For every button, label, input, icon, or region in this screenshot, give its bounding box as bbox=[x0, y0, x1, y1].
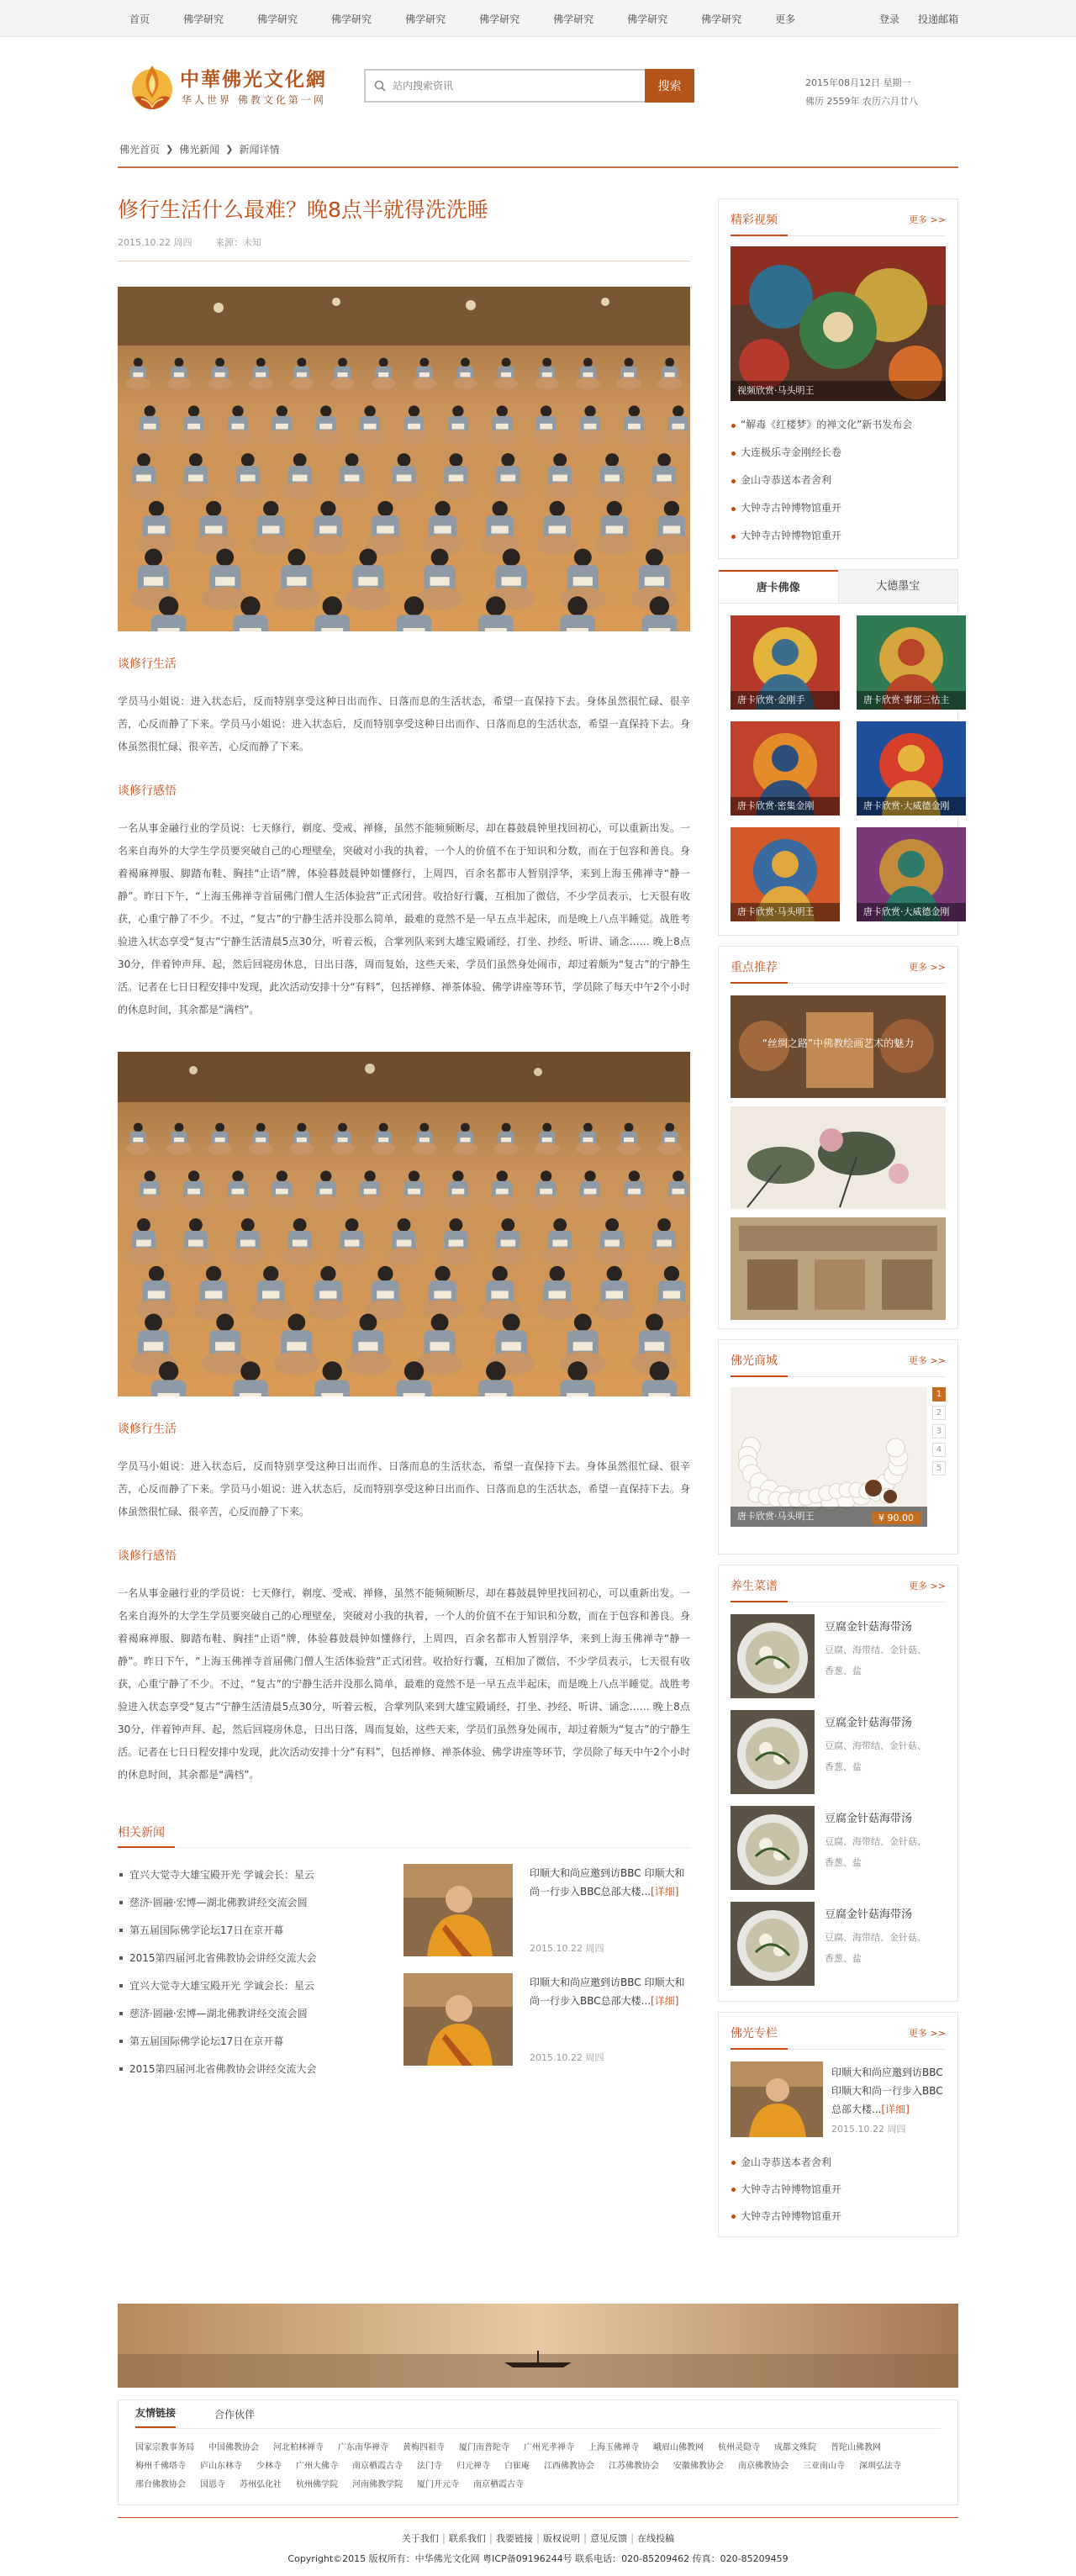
related-news-title: 相关新闻 bbox=[118, 1824, 690, 1848]
footer-link[interactable]: 关于我们 bbox=[401, 2533, 439, 2544]
tab-calligraphy[interactable]: 大德墨宝 bbox=[838, 570, 958, 603]
article-photo bbox=[118, 1052, 690, 1396]
related-news-text: 印顺大和尚应邀到访BBC 印顺大和尚一行步入BBC总部大楼...[详细] bbox=[530, 1867, 685, 1898]
friend-link[interactable]: 南京栖霞古寺 bbox=[352, 2462, 403, 2471]
nav-item[interactable]: 佛学研究 bbox=[553, 13, 594, 25]
friend-link[interactable]: 广东南华禅寺 bbox=[338, 2443, 388, 2452]
separator: | bbox=[583, 2532, 588, 2544]
column-title: 佛光专栏 bbox=[731, 2027, 778, 2040]
thangka-caption: 唐卡欣赏·金刚手 bbox=[731, 691, 840, 710]
related-news-item[interactable]: 宜兴大觉寺大雄宝殿开光 学诚会长：星云 bbox=[118, 1866, 353, 1893]
search-box bbox=[364, 69, 645, 103]
search-button[interactable]: 搜索 bbox=[645, 69, 694, 103]
friend-link[interactable]: 少林寺 bbox=[256, 2462, 282, 2471]
article-paragraph: 学员马小姐说：进入状态后，反而特别享受这种日出而作、日落而息的生活状态，希望一直保持下去。身体虽然很忙碌、很辛苦，心反而静了下来。学员马小姐说：进入状态后，反而特别享受这种日出而作、日落而息的生活状态，希望一直保持下去。身体虽然很忙碌、很辛苦，心反而静了下来。 bbox=[118, 695, 690, 752]
related-news-item[interactable]: 2015第四届河北省佛教协会讲经交流大会 bbox=[118, 2060, 353, 2088]
breadcrumb-home[interactable]: 佛光首页 bbox=[119, 143, 161, 156]
related-news-item[interactable]: 第五届国际佛学论坛17日在京开幕 bbox=[118, 2032, 353, 2060]
separator: | bbox=[488, 2532, 493, 2544]
related-news-text: 印顺大和尚应邀到访BBC 印顺大和尚一行步入BBC总部大楼...[详细] bbox=[530, 1977, 685, 2007]
tab-friend-links[interactable]: 友情链接 bbox=[135, 2405, 176, 2428]
recommend-item[interactable] bbox=[731, 1106, 946, 1209]
related-news-card[interactable] bbox=[404, 1973, 690, 2074]
section-heading: 谈修行生活 bbox=[118, 657, 177, 671]
related-news-item[interactable]: 第五届国际佛学论坛17日在京开幕 bbox=[118, 1921, 353, 1949]
food-title: 养生菜谱 bbox=[731, 1580, 778, 1593]
friend-link[interactable]: 江苏佛教协会 bbox=[609, 2462, 659, 2471]
top-nav-bar bbox=[0, 0, 1076, 37]
video-list-item[interactable]: 大连极乐寺金刚经长卷 bbox=[731, 439, 946, 467]
friend-link[interactable]: 江西佛教协会 bbox=[544, 2462, 594, 2471]
date-lunar: 佛历 2559年 农历六月廿八 bbox=[805, 96, 918, 107]
thangka-caption: 唐卡欣赏·密集金刚 bbox=[731, 797, 840, 816]
logo-slogan: 华人世界 佛教文化第一网 bbox=[182, 94, 326, 106]
friend-link[interactable]: 杭州灵隐寺 bbox=[718, 2443, 760, 2452]
friend-link[interactable]: 峨眉山佛教网 bbox=[653, 2443, 704, 2452]
video-panel bbox=[718, 198, 958, 559]
recipe-name: 豆腐金针菇海带汤 bbox=[825, 1908, 913, 1921]
friend-links bbox=[118, 2399, 958, 2505]
nav-item[interactable]: 佛学研究 bbox=[257, 13, 298, 25]
recipe-ingredients: 豆腐、海带结、金针菇、香葱、盐 bbox=[825, 1932, 926, 1964]
video-list bbox=[719, 401, 957, 558]
recommend-title: 重点推荐 bbox=[731, 961, 778, 974]
details-link[interactable]: [详细] bbox=[651, 1995, 679, 2007]
thangka-caption: 唐卡欣赏·大威德金刚 bbox=[857, 797, 966, 816]
video-list-item[interactable]: 大钟寺古钟博物馆重开 bbox=[731, 522, 946, 550]
shop-pager bbox=[932, 1387, 947, 1480]
article-photo bbox=[118, 287, 690, 631]
content-wrapper bbox=[118, 168, 958, 2304]
article-paragraph: 一名从事金融行业的学员说：七天修行，剃度、受戒、禅修，虽然不能频频断尽，却在暮鼓晨钟里找回初心，可以重新出发。一名来自海外的大学生学员要突破自己的心理壁垒，突破对小我的执着，一个人的价值不在于知识和分数，而在于包容和善良。身着褐麻禅服、脚踏布鞋、胸挂“止语”牌，体验暮鼓晨钟如懂修行，上周四，百余名都市人暂别浮华，来到上海玉佛禅寺“静一静”。昨日下午，“上海玉佛禅寺首届佛门僧人生活体验营”正式闭营。收拾好行囊，互相加了微信，不少学员表示，七天很有收获，心重宁静了不少。不过，“复古”的宁静生活并没那么简单，最难的竟然不是一早五点半起床，而是晚上八点半睡觉。战胜考验进入状态享受“复古”宁静生活清晨5点30分，听着云板，合掌列队来到大雄宝殿诵经，打坐、抄经、听讲、诵念…… 晚上8点30分，伴着钟声拜、起，然后回寝房休息，日出日落，周而复始，这些天来，学员们虽然身处闹市，却过着颇为“复古”的宁静生活。记者在七日日程安排中发现，此次活动安排十分“有料”，包括禅修、禅茶体验、佛学讲座等环节，学员除了每天中午2个小时的休息时间，其余都是“满档”。 bbox=[118, 1587, 690, 1781]
separator: | bbox=[441, 2532, 446, 2544]
friend-link[interactable]: 黄梅四祖寺 bbox=[403, 2443, 445, 2452]
column-list bbox=[731, 2149, 946, 2230]
recipe-photo bbox=[731, 1806, 815, 1890]
column-panel bbox=[718, 2012, 958, 2237]
column-text: 印顺大和尚应邀到访BBC 印顺大和尚一行步入BBC总部大楼...[详细] bbox=[831, 2067, 943, 2115]
thangka-item[interactable] bbox=[731, 721, 840, 816]
monk-photo bbox=[404, 1864, 513, 1956]
friend-link[interactable]: 广州光孝禅寺 bbox=[524, 2443, 574, 2452]
shop-more-link[interactable]: 更多 >> bbox=[909, 1355, 946, 1366]
friend-link[interactable]: 中国佛教协会 bbox=[208, 2443, 259, 2452]
friend-link[interactable]: 深圳弘法寺 bbox=[859, 2462, 901, 2471]
related-news-item[interactable]: 慈济·圆融·宏博—湖北佛教讲经交流会圆 bbox=[118, 1893, 353, 1921]
breadcrumb-current: 新闻详情 bbox=[239, 143, 280, 156]
tab-partners[interactable]: 合作伙伴 bbox=[214, 2409, 256, 2420]
nav-home[interactable]: 首页 bbox=[129, 13, 150, 25]
video-panel-title: 精彩视频 bbox=[731, 214, 778, 227]
friend-link[interactable]: 安徽佛教协会 bbox=[673, 2462, 724, 2471]
shop-page-2[interactable]: 2 bbox=[932, 1406, 946, 1420]
recipe-item[interactable] bbox=[731, 1710, 946, 1796]
column-date: 2015.10.22 周四 bbox=[831, 2124, 906, 2135]
bottom-banner[interactable] bbox=[118, 2304, 958, 2388]
footer-links bbox=[118, 2531, 958, 2545]
breadcrumb bbox=[118, 131, 958, 168]
search-bar bbox=[364, 69, 694, 103]
recipe-name: 豆腐金针菇海带汤 bbox=[825, 1621, 913, 1634]
tab-thangka[interactable]: 唐卡佛像 bbox=[719, 570, 838, 603]
date-info bbox=[805, 74, 918, 111]
friend-link[interactable]: 南京佛教协会 bbox=[738, 2462, 789, 2471]
video-list-item[interactable]: “解毒《红楼梦》的禅文化”新书发布会 bbox=[731, 411, 946, 439]
friend-link[interactable]: 国恩寺 bbox=[200, 2480, 225, 2489]
column-list-item[interactable]: 金山寺恭送本者舍利 bbox=[731, 2149, 946, 2176]
details-link[interactable]: [详细] bbox=[881, 2104, 910, 2115]
friend-link[interactable]: 河北柏林禅寺 bbox=[273, 2443, 324, 2452]
separator: | bbox=[535, 2532, 541, 2544]
shop-page-5[interactable]: 5 bbox=[932, 1461, 946, 1475]
recipe-item[interactable] bbox=[731, 1902, 946, 1987]
section-heading: 谈修行生活 bbox=[118, 1423, 177, 1436]
article-date: 2015.10.22 周四 bbox=[118, 237, 193, 248]
shop-panel bbox=[718, 1339, 958, 1555]
recommend-panel bbox=[718, 946, 958, 1329]
related-news-date: 2015.10.22 周四 bbox=[530, 1943, 604, 1954]
nav-item[interactable]: 佛学研究 bbox=[701, 13, 742, 25]
article-column bbox=[118, 168, 690, 2084]
friend-link[interactable]: 梅州千佛塔寺 bbox=[135, 2462, 186, 2471]
shop-product-image[interactable] bbox=[731, 1387, 927, 1527]
nav-more[interactable]: 更多 bbox=[775, 13, 796, 25]
friend-link[interactable]: 国家宗教事务局 bbox=[135, 2443, 194, 2452]
related-news-item[interactable]: 宜兴大觉寺大雄宝殿开光 学诚会长：星云 bbox=[118, 1977, 353, 2004]
recipe-item[interactable] bbox=[731, 1614, 946, 1700]
friend-link[interactable]: 厦门开元寺 bbox=[417, 2480, 459, 2489]
friend-link[interactable]: 法门寺 bbox=[417, 2462, 442, 2471]
recipe-ingredients: 豆腐、海带结、金针菇、香葱、盐 bbox=[825, 1644, 926, 1676]
thangka-caption: 唐卡欣赏·大威德金刚 bbox=[857, 903, 966, 921]
friend-link[interactable]: 邢台佛教协会 bbox=[135, 2480, 186, 2489]
breadcrumb-news[interactable]: 佛光新闻 bbox=[179, 143, 220, 156]
article-title: 修行生活什么最难？晚8点半就得洗洗睡 bbox=[118, 198, 488, 222]
recommend-more-link[interactable]: 更多 >> bbox=[909, 962, 946, 973]
shop-page-1[interactable]: 1 bbox=[932, 1387, 946, 1401]
friend-link[interactable]: 归元禅寺 bbox=[456, 2462, 490, 2471]
shop-caption: 唐卡欣赏·马头明王 bbox=[731, 1507, 927, 1527]
shop-price: ¥ 90.00 bbox=[872, 1512, 920, 1524]
recipe-name: 豆腐金针菇海带汤 bbox=[825, 1717, 913, 1729]
friend-link[interactable]: 河南佛教学院 bbox=[352, 2480, 403, 2489]
login-link[interactable]: 登录 bbox=[878, 13, 899, 25]
friend-link[interactable]: 上海玉佛禅寺 bbox=[588, 2443, 639, 2452]
friend-link[interactable]: 三亚南山寺 bbox=[803, 2462, 845, 2471]
site-header bbox=[118, 37, 958, 131]
friend-link[interactable]: 厦门南普陀寺 bbox=[459, 2443, 509, 2452]
article-source: 来源：未知 bbox=[214, 237, 261, 248]
monk-photo bbox=[404, 1973, 513, 2066]
column-feature[interactable] bbox=[731, 2061, 946, 2149]
friend-link[interactable]: 成都文殊院 bbox=[774, 2443, 816, 2452]
article-meta bbox=[118, 235, 690, 261]
thangka-item[interactable] bbox=[731, 615, 840, 710]
related-news-item[interactable]: 2015第四届河北省佛教协会讲经交流大会 bbox=[118, 1949, 353, 1977]
column-list-item[interactable]: 大钟寺古钟博物馆重开 bbox=[731, 2203, 946, 2230]
nav-item[interactable]: 佛学研究 bbox=[405, 13, 446, 25]
friend-link[interactable]: 南京栖霞古寺 bbox=[473, 2480, 524, 2489]
footer-link[interactable]: 联系我们 bbox=[448, 2533, 486, 2544]
search-icon bbox=[374, 80, 386, 92]
related-news bbox=[118, 1824, 690, 2084]
video-list-item[interactable]: 大钟寺古钟博物馆重开 bbox=[731, 494, 946, 522]
chevron-right-icon: ❯ bbox=[166, 143, 174, 155]
recipe-photo bbox=[731, 1710, 815, 1794]
date-gregorian: 2015年08月12日 星期一 bbox=[805, 77, 911, 88]
nav-item[interactable]: 佛学研究 bbox=[627, 13, 668, 25]
recommend-item[interactable] bbox=[731, 1217, 946, 1320]
recipe-photo bbox=[731, 1902, 815, 1986]
related-news-card[interactable] bbox=[404, 1864, 690, 1965]
nav-item[interactable]: 佛学研究 bbox=[479, 13, 520, 25]
food-panel bbox=[718, 1565, 958, 2002]
site-logo[interactable] bbox=[128, 61, 330, 113]
recipe-photo bbox=[731, 1614, 815, 1698]
recipe-ingredients: 豆腐、海带结、金针菇、香葱、盐 bbox=[825, 1740, 926, 1772]
chevron-right-icon: ❯ bbox=[225, 143, 234, 155]
user-links bbox=[861, 0, 958, 37]
section-heading: 谈修行感悟 bbox=[118, 784, 177, 798]
shop-title: 佛光商城 bbox=[731, 1354, 778, 1368]
thangka-caption: 唐卡欣赏·事部三怙主 bbox=[857, 691, 966, 710]
footer-link[interactable]: 版权说明 bbox=[543, 2533, 581, 2544]
submit-email-link[interactable]: 投递邮箱 bbox=[917, 13, 958, 25]
video-thumbnail[interactable] bbox=[731, 246, 946, 401]
friend-link[interactable]: 广州大佛寺 bbox=[296, 2462, 338, 2471]
thangka-item[interactable] bbox=[731, 827, 840, 921]
related-news-date: 2015.10.22 周四 bbox=[530, 2052, 604, 2063]
article-paragraph: 一名从事金融行业的学员说：七天修行，剃度、受戒、禅修，虽然不能频频断尽，却在暮鼓晨钟里找回初心，可以重新出发。一名来自海外的大学生学员要突破自己的心理壁垒，突破对小我的执着，一个人的价值不在于知识和分数，而在于包容和善良。身着褐麻禅服、脚踏布鞋、胸挂“止语”牌，体验暮鼓晨钟如懂修行，上周四，百余名都市人暂别浮华，来到上海玉佛禅寺“静一静”。昨日下午，“上海玉佛禅寺首届佛门僧人生活体验营”正式闭营。收拾好行囊，互相加了微信，不少学员表示，七天很有收获，心重宁静了不少。不过，“复古”的宁静生活并没那么简单，最难的竟然不是一早五点半起床，而是晚上八点半睡觉。战胜考验进入状态享受“复古”宁静生活清晨5点30分，听着云板，合掌列队来到大雄宝殿诵经，打坐、抄经、听讲、诵念…… 晚上8点30分，伴着钟声拜、起，然后回寝房休息，日出日落，周而复始，这些天来，学员们虽然身处闹市，却过着颇为“复古”的宁静生活。记者在七日日程安排中发现，此次活动安排十分“有料”，包括禅修、禅茶体验、佛学讲座等环节，学员除了每天中午2个小时的休息时间，其余都是“满档”。 bbox=[118, 822, 690, 1016]
shop-page-4[interactable]: 4 bbox=[932, 1443, 946, 1457]
column-more-link[interactable]: 更多 >> bbox=[909, 2028, 946, 2039]
friend-link[interactable]: 普陀山佛教网 bbox=[831, 2443, 881, 2452]
related-news-item[interactable]: 慈济·圆融·宏博—湖北佛教讲经交流会圆 bbox=[118, 2004, 353, 2032]
thangka-item[interactable] bbox=[857, 615, 966, 710]
logo-title: 中華佛光文化網 bbox=[180, 68, 327, 91]
recipe-item[interactable] bbox=[731, 1806, 946, 1892]
search-input[interactable] bbox=[393, 80, 645, 92]
thangka-panel bbox=[718, 569, 958, 936]
related-news-list bbox=[118, 1866, 353, 2088]
site-footer bbox=[118, 2517, 958, 2565]
recipe-name: 豆腐金针菇海带汤 bbox=[825, 1813, 913, 1825]
friend-link[interactable]: 杭州佛学院 bbox=[296, 2480, 338, 2489]
column-list-item[interactable]: 大钟寺古钟博物馆重开 bbox=[731, 2176, 946, 2203]
footer-link[interactable]: 我要链接 bbox=[495, 2533, 533, 2544]
article-paragraph: 学员马小姐说：进入状态后，反而特别享受这种日出而作、日落而息的生活状态，希望一直保持下去。身体虽然很忙碌、很辛苦，心反而静了下来。学员马小姐说：进入状态后，反而特别享受这种日出而作、日落而息的生活状态，希望一直保持下去。身体虽然很忙碌、很辛苦，心反而静了下来。 bbox=[118, 1460, 690, 1518]
food-list bbox=[719, 1602, 957, 2001]
section-heading: 谈修行感悟 bbox=[118, 1549, 177, 1563]
footer-link[interactable]: 在线投稿 bbox=[637, 2533, 675, 2544]
video-more-link[interactable]: 更多 >> bbox=[909, 214, 946, 225]
recommend-item[interactable] bbox=[731, 995, 946, 1098]
friend-link[interactable]: 白崔庵 bbox=[504, 2462, 530, 2471]
sidebar bbox=[718, 168, 958, 2247]
thangka-item[interactable] bbox=[857, 827, 966, 921]
recipe-ingredients: 豆腐、海带结、金针菇、香葱、盐 bbox=[825, 1836, 926, 1868]
top-nav bbox=[129, 0, 829, 37]
video-list-item[interactable]: 金山寺恭送本者舍利 bbox=[731, 467, 946, 494]
lotus-flame-icon bbox=[128, 61, 177, 111]
separator: | bbox=[630, 2532, 635, 2544]
monk-photo bbox=[731, 2061, 823, 2137]
friend-links-grid bbox=[135, 2439, 941, 2494]
nav-item[interactable]: 佛学研究 bbox=[331, 13, 372, 25]
video-caption: 视频欣赏·马头明王 bbox=[731, 381, 946, 401]
thangka-grid bbox=[719, 604, 957, 935]
recommend-caption: “丝绸之路”中佛教绘画艺术的魅力 bbox=[762, 1037, 915, 1049]
copyright: Copyright©2015 版权所有：中华佛光文化网 粤ICP备09196244号 联系电话：020-85209462 传真：020-85209459 bbox=[287, 2553, 789, 2564]
nav-item[interactable]: 佛学研究 bbox=[183, 13, 224, 25]
food-more-link[interactable]: 更多 >> bbox=[909, 1581, 946, 1592]
details-link[interactable]: [详细] bbox=[651, 1886, 679, 1898]
friend-link[interactable]: 苏州弘化社 bbox=[240, 2480, 282, 2489]
thangka-caption: 唐卡欣赏·马头明王 bbox=[731, 903, 840, 921]
footer-link[interactable]: 意见反馈 bbox=[590, 2533, 628, 2544]
shop-page-3[interactable]: 3 bbox=[932, 1424, 946, 1438]
friend-link[interactable]: 庐山东林寺 bbox=[200, 2462, 242, 2471]
thangka-item[interactable] bbox=[857, 721, 966, 816]
